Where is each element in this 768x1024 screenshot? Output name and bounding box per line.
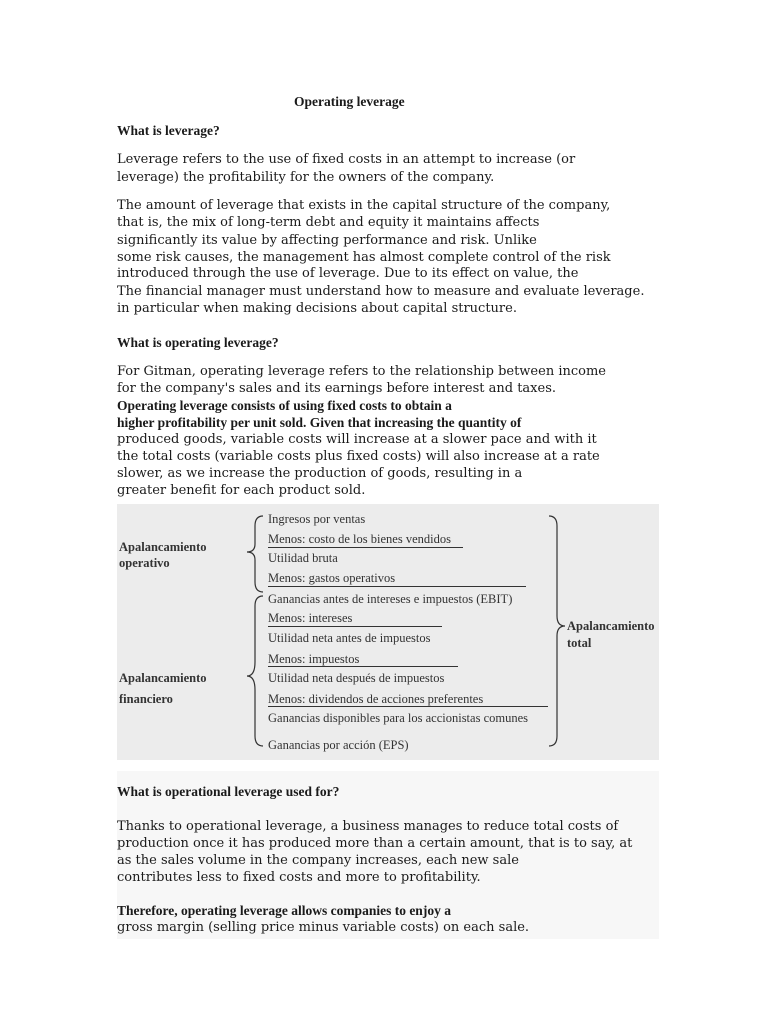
- paragraph-line-bold: higher profitability per unit sold. Given that increasing the quantity of: [117, 415, 522, 430]
- paragraph-line: significantly its value by affecting performance and risk. Unlike: [117, 233, 537, 248]
- figure-row: Menos: impuestos: [268, 652, 360, 666]
- label-total: total: [567, 636, 592, 650]
- row-underline: [268, 586, 526, 587]
- figure-row: Menos: gastos operativos: [268, 571, 396, 585]
- label-apalancamiento-financiero: Apalancamiento: [119, 671, 207, 685]
- paragraph-line: Thanks to operational leverage, a business manages to reduce total costs of: [117, 819, 619, 834]
- paragraph-line: contributes less to fixed costs and more to profitability.: [117, 870, 481, 885]
- paragraph-line: that is, the mix of long-term debt and equity it maintains affects: [117, 215, 540, 230]
- paragraph-line: The financial manager must understand how to measure and evaluate leverage.: [117, 284, 645, 299]
- paragraph-line: for the company's sales and its earnings before interest and taxes.: [117, 381, 556, 396]
- section-heading-operating-leverage: What is operating leverage?: [117, 335, 279, 350]
- section-heading-leverage: What is leverage?: [117, 123, 220, 138]
- brace-total: [549, 516, 565, 746]
- paragraph-line: greater benefit for each product sold.: [117, 483, 366, 498]
- row-underline: [268, 547, 463, 548]
- figure-row: Menos: intereses: [268, 611, 353, 625]
- figure-row: Ganancias por acción (EPS): [268, 738, 409, 752]
- figure-row: Ganancias antes de intereses e impuestos (EBIT): [268, 592, 513, 606]
- paragraph-line: slower, as we increase the production of goods, resulting in a: [117, 466, 523, 481]
- figure-row: Utilidad bruta: [268, 551, 338, 565]
- figure-row: Utilidad neta después de impuestos: [268, 671, 445, 685]
- row-underline: [268, 706, 548, 707]
- paragraph-line: introduced through the use of leverage. Due to its effect on value, the: [117, 266, 579, 281]
- leverage-figure: [117, 504, 659, 760]
- paragraph-line: as the sales volume in the company increases, each new sale: [117, 853, 519, 868]
- row-underline: [268, 666, 458, 667]
- brace-financiero: [247, 596, 263, 746]
- paragraph-line: For Gitman, operating leverage refers to the relationship between income: [117, 364, 606, 379]
- paragraph-line: Leverage refers to the use of fixed costs in an attempt to increase (or: [117, 152, 576, 167]
- paragraph-line: The amount of leverage that exists in the capital structure of the company,: [117, 198, 611, 213]
- figure-row: Menos: dividendos de acciones preferentes: [268, 692, 484, 706]
- label-apalancamiento-operativo: Apalancamiento: [119, 540, 207, 554]
- paragraph-line-bold: Operating leverage consists of using fixed costs to obtain a: [117, 398, 452, 413]
- page-title: Operating leverage: [294, 94, 405, 109]
- figure-row: Ingresos por ventas: [268, 512, 366, 526]
- row-underline: [268, 626, 442, 627]
- paragraph-line: produced goods, variable costs will increase at a slower pace and with it: [117, 432, 597, 447]
- label-operativo: operativo: [119, 556, 170, 570]
- paragraph-line-bold: Therefore, operating leverage allows companies to enjoy a: [117, 903, 451, 918]
- figure-row: Menos: costo de los bienes vendidos: [268, 532, 451, 546]
- paragraph-line: gross margin (selling price minus variable costs) on each sale.: [117, 920, 530, 935]
- paragraph-line: production once it has produced more than a certain amount, that is to say, at: [117, 836, 633, 851]
- paragraph-line: in particular when making decisions about capital structure.: [117, 301, 517, 316]
- paragraph-line: the total costs (variable costs plus fixed costs) will also increase at a rate: [117, 449, 600, 464]
- figure-row: Ganancias disponibles para los accionistas comunes: [268, 711, 528, 725]
- brace-operativo: [247, 516, 263, 592]
- label-financiero: financiero: [119, 692, 173, 706]
- figure-row: Utilidad neta antes de impuestos: [268, 631, 431, 645]
- paragraph-line: some risk causes, the management has almost complete control of the risk: [117, 250, 611, 265]
- paragraph-line: leverage) the profitability for the owners of the company.: [117, 170, 495, 185]
- section-heading-used-for: What is operational leverage used for?: [117, 784, 340, 799]
- label-apalancamiento-total: Apalancamiento: [567, 619, 655, 633]
